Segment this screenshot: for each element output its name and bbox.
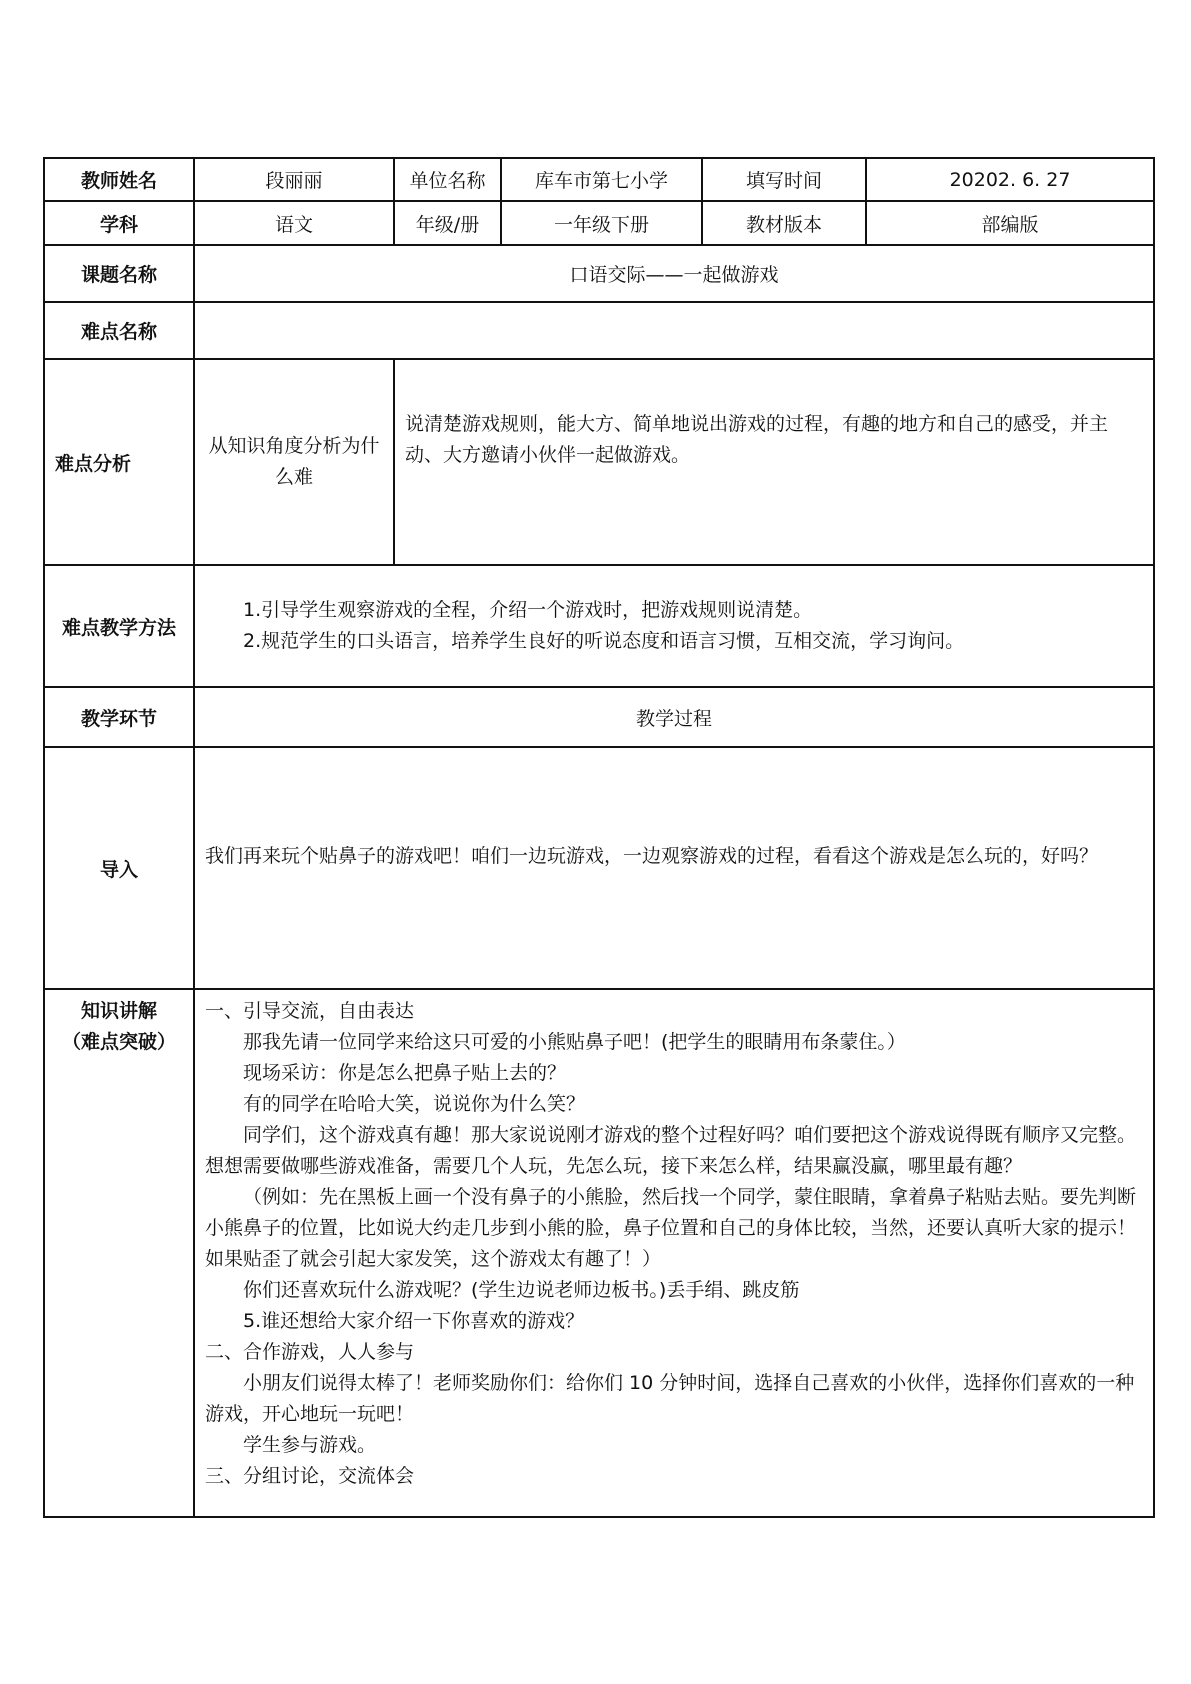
difficulty-name-row — [44, 302, 1154, 359]
header-row-2 — [44, 201, 1154, 245]
unit-value: 库车市第七小学 — [501, 158, 702, 201]
topic-value: 口语交际——一起做游戏 — [194, 245, 1154, 302]
intro-label: 导入 — [44, 747, 194, 989]
header-row-1 — [44, 158, 1154, 201]
process-section-label: 教学环节 — [44, 687, 194, 747]
knowledge-label-line-2: （难点突破） — [61, 1031, 176, 1053]
knowledge-example-paragraph: （例如：先在黑板上画一个没有鼻子的小熊脸，然后找一个同学，蒙住眼睛，拿着鼻子粘贴去贴。要先判断小熊鼻子的位置，比如说大约走几步到小熊的脸，鼻子位置和自己的身体比较，当然，还要认真听大家的提示！如果贴歪了就会引起大家发笑，这个游戏太有趣了！） — [205, 1186, 1137, 1270]
grade-label: 年级/册 — [394, 201, 501, 245]
knowledge-paragraph: 同学们，这个游戏真有趣！那大家说说刚才游戏的整个过程好吗？咱们要把这个游戏说得既有顺序又完整。想想需要做哪些游戏准备，需要几个人玩，先怎么玩，接下来怎么样，结果赢没赢，哪里最有趣？ — [205, 1124, 1137, 1177]
process-header-row — [44, 687, 1154, 747]
lesson-plan-table — [43, 157, 1155, 1518]
knowledge-content — [194, 989, 1154, 1517]
subject-value: 语文 — [194, 201, 394, 245]
difficulty-name-value — [194, 302, 1154, 359]
knowledge-label — [44, 989, 194, 1517]
lesson-plan-form — [43, 157, 1153, 1518]
edition-value: 部编版 — [866, 201, 1154, 245]
knowledge-paragraph: 有的同学在哈哈大笑，说说你为什么笑？ — [243, 1093, 586, 1115]
knowledge-row — [44, 989, 1154, 1517]
knowledge-paragraph: 现场采访：你是怎么把鼻子贴上去的？ — [243, 1062, 567, 1084]
method-line-2: 2.规范学生的口头语言，培养学生良好的听说态度和语言习惯，互相交流，学习询问。 — [243, 630, 965, 652]
knowledge-paragraph: 学生参与游戏。 — [243, 1434, 377, 1456]
intro-text: 我们再来玩个贴鼻子的游戏吧！咱们一边玩游戏，一边观察游戏的过程，看看这个游戏是怎么玩的，好吗？ — [194, 747, 1154, 989]
date-value: 20202. 6. 27 — [866, 158, 1154, 201]
grade-value: 一年级下册 — [501, 201, 702, 245]
intro-row — [44, 747, 1154, 989]
knowledge-paragraph: 5.谁还想给大家介绍一下你喜欢的游戏？ — [243, 1310, 585, 1332]
topic-row — [44, 245, 1154, 302]
knowledge-paragraph: 那我先请一位同学来给这只可爱的小熊贴鼻子吧！(把学生的眼睛用布条蒙住。） — [243, 1031, 906, 1053]
section-heading-2: 二、合作游戏，人人参与 — [205, 1341, 415, 1363]
section-heading-3: 三、分组讨论，交流体会 — [205, 1465, 415, 1487]
method-line-1: 1.引导学生观察游戏的全程，介绍一个游戏时，把游戏规则说清楚。 — [243, 599, 813, 621]
knowledge-paragraph: 你们还喜欢玩什么游戏呢？(学生边说老师边板书。)丢手绢、跳皮筋 — [243, 1279, 800, 1301]
teacher-label: 教师姓名 — [44, 158, 194, 201]
date-label: 填写时间 — [702, 158, 866, 201]
subject-label: 学科 — [44, 201, 194, 245]
topic-label: 课题名称 — [44, 245, 194, 302]
analysis-text: 说清楚游戏规则，能大方、简单地说出游戏的过程，有趣的地方和自己的感受，并主动、大方邀请小伙伴一起做游戏。 — [394, 359, 1154, 565]
method-row — [44, 565, 1154, 687]
analysis-label: 难点分析 — [44, 359, 194, 565]
difficulty-name-label: 难点名称 — [44, 302, 194, 359]
process-column-title: 教学过程 — [194, 687, 1154, 747]
teacher-value: 段丽丽 — [194, 158, 394, 201]
section-heading-1: 一、引导交流，自由表达 — [205, 1000, 415, 1022]
analysis-row — [44, 359, 1154, 565]
unit-label: 单位名称 — [394, 158, 501, 201]
method-label: 难点教学方法 — [44, 565, 194, 687]
method-content — [194, 565, 1154, 687]
analysis-sub-label: 从知识角度分析为什么难 — [194, 359, 394, 565]
edition-label: 教材版本 — [702, 201, 866, 245]
knowledge-paragraph: 小朋友们说得太棒了！老师奖励你们：给你们 10 分钟时间，选择自己喜欢的小伙伴，选择你们喜欢的一种游戏，开心地玩一玩吧！ — [205, 1372, 1135, 1425]
knowledge-label-line-1: 知识讲解 — [80, 1000, 157, 1022]
